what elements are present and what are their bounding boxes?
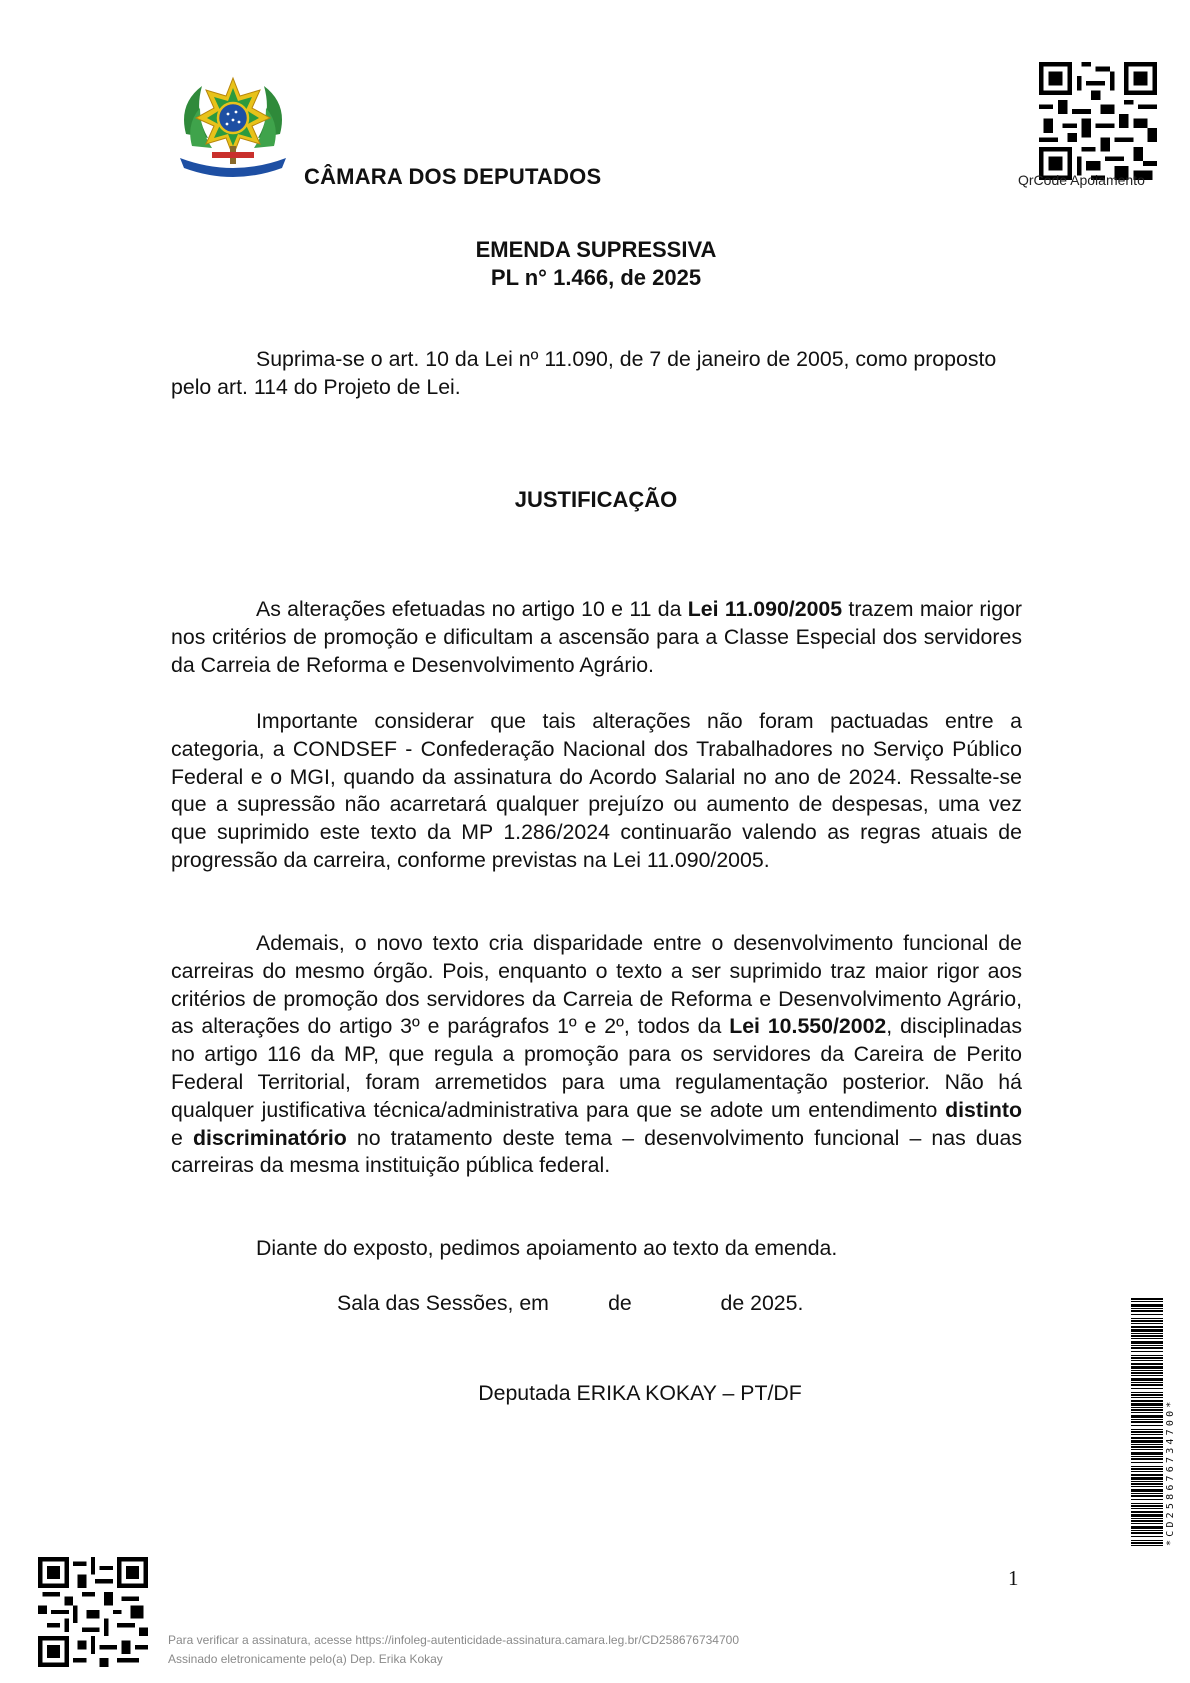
barcode-bar bbox=[1131, 1429, 1163, 1430]
barcode-bar bbox=[1131, 1477, 1163, 1480]
barcode-bar bbox=[1131, 1462, 1163, 1463]
barcode-bar bbox=[1131, 1397, 1163, 1398]
barcode-bar bbox=[1131, 1394, 1163, 1396]
signature-verification-info bbox=[168, 1631, 739, 1669]
barcode-bar bbox=[1131, 1345, 1163, 1346]
barcode-bar bbox=[1131, 1474, 1163, 1476]
barcode-bar bbox=[1131, 1347, 1163, 1349]
barcode-bar bbox=[1131, 1314, 1163, 1315]
barcode-bar bbox=[1131, 1493, 1163, 1494]
barcode-bar bbox=[1131, 1530, 1163, 1531]
barcode-bar bbox=[1131, 1308, 1163, 1309]
barcode-bar bbox=[1131, 1505, 1163, 1507]
barcode-bar bbox=[1131, 1545, 1163, 1546]
barcode-bar bbox=[1131, 1310, 1163, 1312]
barcode-bar bbox=[1131, 1403, 1163, 1406]
barcode-bar bbox=[1131, 1335, 1163, 1337]
barcode-bar bbox=[1131, 1503, 1163, 1504]
p1-text-before: As alterações efetuadas no artigo 10 e 11 da bbox=[256, 597, 688, 621]
p3-text-part4: no tratamento deste tema – desenvolvimento funcional – nas duas carreiras da mesma instituição pública federal. bbox=[171, 1125, 1022, 1178]
justification-paragraph-1 bbox=[171, 596, 1022, 679]
page-number: 1 bbox=[1008, 1566, 1019, 1590]
barcode-bar bbox=[1131, 1333, 1163, 1334]
barcode-bar bbox=[1131, 1456, 1163, 1457]
barcode-bar bbox=[1131, 1407, 1163, 1408]
p3-text-part3: e bbox=[171, 1125, 193, 1150]
barcode-bar bbox=[1131, 1542, 1163, 1544]
barcode-bar bbox=[1131, 1483, 1163, 1485]
barcode-bar bbox=[1131, 1338, 1163, 1339]
p3-text-part2: , disciplinadas no artigo 116 da MP, que regula a promoção para os servidores da Careira de Perito Federal Territorial, foram arremetidos para uma regulamentação posterior. Não há qualquer justificativa técnica/administrativa para que se adote um entendimento bbox=[171, 1014, 1023, 1122]
barcode-bar bbox=[1131, 1489, 1163, 1492]
barcode-bar bbox=[1131, 1446, 1163, 1448]
amendment-text-content: Suprima-se o art. 10 da Lei nº 11.090, de 7 de janeiro de 2005, como proposto pelo art. 114 do Projeto de Lei. bbox=[171, 347, 997, 399]
p3-bold-discriminatorio: discriminatório bbox=[192, 1125, 347, 1150]
barcode-bar bbox=[1131, 1351, 1163, 1352]
barcode-bar bbox=[1131, 1329, 1163, 1332]
barcode-bar bbox=[1131, 1370, 1163, 1371]
barcode-bar bbox=[1131, 1526, 1163, 1529]
barcode-bar bbox=[1131, 1318, 1163, 1319]
barcode-bar bbox=[1131, 1540, 1163, 1541]
barcode-bar bbox=[1131, 1421, 1163, 1423]
barcode-bar bbox=[1131, 1532, 1163, 1534]
barcode-bar bbox=[1131, 1341, 1163, 1344]
barcode-bar bbox=[1131, 1326, 1163, 1328]
barcode-bar bbox=[1131, 1388, 1163, 1389]
barcode-bar bbox=[1131, 1511, 1163, 1513]
barcode-bar bbox=[1131, 1514, 1163, 1517]
barcode-bar bbox=[1131, 1518, 1163, 1519]
amendment-text bbox=[171, 346, 1022, 402]
qr-code-top[interactable] bbox=[1036, 62, 1160, 180]
coat-of-arms-emblem bbox=[172, 74, 294, 182]
barcode-bar bbox=[1131, 1481, 1163, 1482]
p1-law-reference: Lei 11.090/2005 bbox=[687, 597, 843, 621]
barcode-bar bbox=[1131, 1323, 1163, 1324]
qr-code-caption: QrCode Apoiamento bbox=[1018, 172, 1145, 188]
barcode-bar bbox=[1131, 1495, 1163, 1497]
verification-url-line: Para verificar a assinatura, acesse https://infoleg-autenticidade-assinatura.camara.leg.br/CD258676734700 bbox=[168, 1633, 739, 1647]
barcode-bar bbox=[1131, 1444, 1163, 1445]
barcode-bar bbox=[1131, 1425, 1163, 1426]
justification-paragraph-3 bbox=[171, 930, 1022, 1180]
barcode-bar bbox=[1131, 1431, 1163, 1433]
barcode-bar bbox=[1131, 1363, 1163, 1365]
barcode-bar bbox=[1131, 1440, 1163, 1443]
justification-paragraph-4 bbox=[171, 1235, 1022, 1263]
barcode-bar bbox=[1131, 1372, 1163, 1374]
barcode-bar bbox=[1131, 1471, 1163, 1472]
barcode-bar bbox=[1131, 1499, 1163, 1500]
signature-line: Deputada ERIKA KOKAY – PT/DF bbox=[478, 1381, 802, 1405]
justification-paragraph-2 bbox=[171, 708, 1022, 875]
p4-text: Diante do exposto, pedimos apoiamento ao texto da emenda. bbox=[256, 1236, 838, 1260]
barcode-bar bbox=[1131, 1466, 1163, 1467]
barcode-bar bbox=[1131, 1392, 1163, 1393]
electronic-signature-line: Assinado eletronicamente pelo(a) Dep. Erika Kokay bbox=[168, 1652, 443, 1666]
bill-number-title: PL n° 1.466, de 2025 bbox=[490, 265, 702, 290]
barcode-bar bbox=[1131, 1355, 1163, 1356]
barcode-bar bbox=[1131, 1508, 1163, 1509]
barcode-bar bbox=[1131, 1409, 1163, 1411]
barcode-bar bbox=[1131, 1523, 1163, 1524]
barcode-bar bbox=[1131, 1536, 1163, 1537]
barcode-bar bbox=[1131, 1486, 1163, 1487]
barcode-bar bbox=[1131, 1458, 1163, 1460]
barcode-bar bbox=[1131, 1366, 1163, 1369]
barcode-bar bbox=[1131, 1304, 1163, 1307]
barcode-bar bbox=[1131, 1360, 1163, 1361]
barcode-bar bbox=[1131, 1301, 1163, 1302]
p1-text-after: trazem maior rigor nos critérios de promoção e dificultam a ascensão para a Classe Especial dos servidores da Carreia de Reforma e Desenvolvimento Agrário. bbox=[171, 597, 1022, 677]
house-name: CÂMARA DOS DEPUTADOS bbox=[304, 164, 602, 189]
sessions-date-line: Sala das Sessões, em de de 2025. bbox=[337, 1291, 804, 1315]
amendment-type-title: EMENDA SUPRESSIVA bbox=[475, 237, 717, 262]
document-title bbox=[170, 236, 1022, 292]
p3-bold-distinto: distinto bbox=[945, 1097, 1022, 1122]
barcode-bar bbox=[1131, 1375, 1163, 1376]
barcode-bar bbox=[1131, 1520, 1163, 1522]
barcode-bar bbox=[1131, 1357, 1163, 1359]
barcode-bar bbox=[1131, 1382, 1163, 1383]
barcode-bar bbox=[1131, 1298, 1163, 1300]
p3-text-part1: Ademais, o novo texto cria disparidade entre o desenvolvimento funcional de carreiras do mesmo órgão. Pois, enquanto o texto a ser suprimido traz maior rigor aos critérios de promoção dos servidores da Carreia de Reforma e Desenvolvimento Agrário, as alterações do artigo 3º e parágrafos 1º e 2º, todos da bbox=[171, 931, 1022, 1039]
barcode-bar bbox=[1131, 1449, 1163, 1450]
barcode-bar bbox=[1131, 1400, 1163, 1402]
qr-code-bottom[interactable] bbox=[38, 1557, 148, 1667]
p2-text: Importante considerar que tais alterações não foram pactuadas entre a categoria, a CONDSEF - Confederação Nacional dos Trabalhadores no Serviço Público Federal e o MGI, quando da assinatura do Acordo Salarial no ano de 2024. Ressalte-se que a supressão não acarretará qualquer prejuízo ou aumento de despesas, uma vez que suprimido este texto da MP 1.286/2024 continuarão valendo as regras atuais de progressão da carreira, conforme previstas na Lei 11.090/2005. bbox=[171, 709, 1022, 872]
justification-heading: JUSTIFICAÇÃO bbox=[514, 487, 678, 512]
barcode-text: *CD258676734700* bbox=[1165, 1398, 1176, 1546]
barcode-bar bbox=[1131, 1415, 1163, 1418]
barcode-bar bbox=[1131, 1378, 1163, 1381]
barcode-bar bbox=[1131, 1452, 1163, 1455]
barcode-bar bbox=[1131, 1419, 1163, 1420]
barcode-bar bbox=[1131, 1468, 1163, 1470]
barcode-bar bbox=[1131, 1384, 1163, 1386]
barcode-bar bbox=[1131, 1434, 1163, 1435]
barcode-bar bbox=[1131, 1412, 1163, 1413]
barcode-bar bbox=[1131, 1320, 1163, 1322]
p3-law-reference: Lei 10.550/2002 bbox=[729, 1014, 887, 1039]
barcode-bar bbox=[1131, 1437, 1163, 1439]
